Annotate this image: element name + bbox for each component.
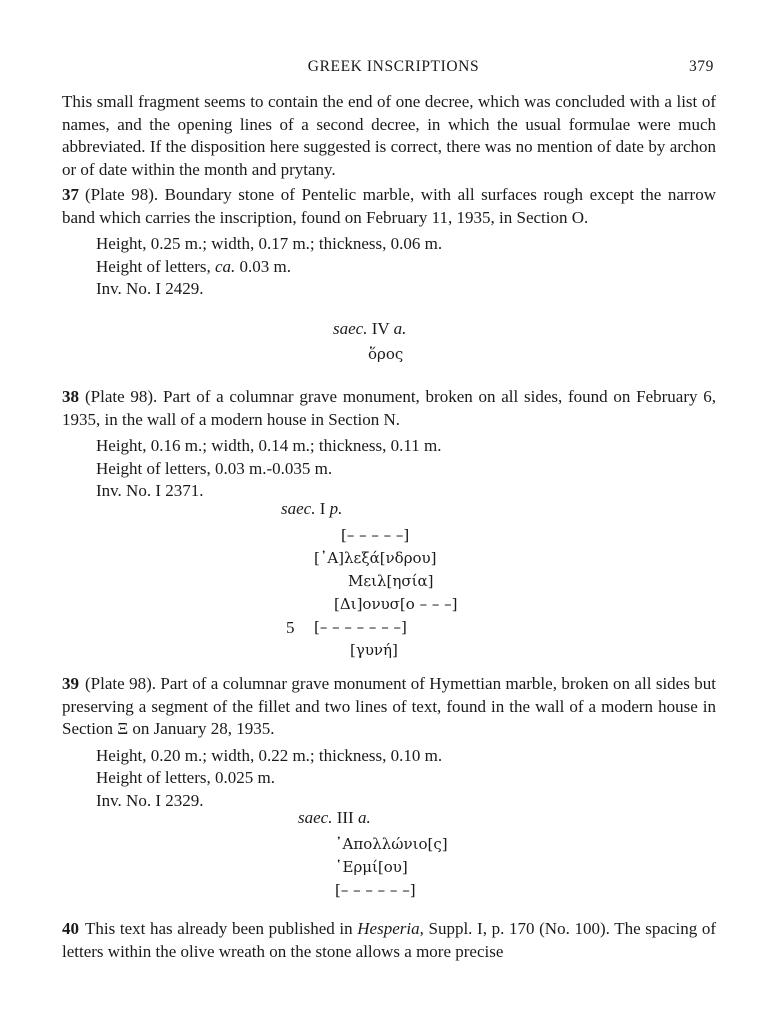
entry-39-meta — [96, 745, 716, 813]
entry-37-dimensions: Height, 0.25 m.; width, 0.17 m.; thickness, 0.06 m. — [96, 234, 443, 254]
entry-39-date: saec. III a. — [298, 808, 371, 827]
entry-38 — [62, 386, 716, 503]
entry-38-date: saec. I p. — [281, 499, 343, 518]
entry-37-inv: Inv. No. I 2429. — [96, 279, 204, 299]
entry-39 — [62, 673, 716, 813]
entry-39-letters: Height of letters, 0.025 m. — [96, 768, 275, 788]
entry-38-line-4: [Δι]ονυσ[ο – – –] — [334, 595, 458, 613]
entry-37-date: saec. IV a. — [333, 319, 407, 338]
entry-39-description — [62, 673, 716, 741]
entry-37-meta — [96, 233, 716, 301]
entry-38-inv: Inv. No. I 2371. — [96, 481, 204, 501]
entry-39-dimensions: Height, 0.20 m.; width, 0.22 m.; thickness, 0.10 m. — [96, 745, 443, 765]
entry-38-text: (Plate 98). Part of a columnar grave monument, broken on all sides, found on February 6, 1935, in the wall of a modern house in Section N. — [62, 387, 716, 429]
entry-38-letters: Height of letters, 0.03 m.-0.035 m. — [96, 458, 333, 478]
entry-40-number: 40 — [62, 919, 79, 938]
entry-38-description — [62, 386, 716, 431]
entry-38-dimensions: Height, 0.16 m.; width, 0.14 m.; thickness, 0.11 m. — [96, 436, 442, 456]
intro-block — [62, 91, 716, 181]
entry-37-description — [62, 184, 716, 229]
page-number: 379 — [688, 58, 714, 75]
entry-37-text: (Plate 98). Boundary stone of Pentelic marble, with all surfaces rough except the narrow band which carries the inscription, found on February 11, 1935, in Section O. — [62, 185, 716, 227]
entry-39-number: 39 — [62, 674, 79, 693]
entry-40-description: 40 This text has already been published in Hesperia, Suppl. I, p. 170 (No. 100). The spacing of letters within the olive wreath on the stone allows a more precise — [62, 919, 716, 961]
entry-37 — [62, 184, 716, 301]
entry-39-text: (Plate 98). Part of a columnar grave monument of Hymettian marble, broken on all sides but preserving a segment of the fillet and two lines of text, found in the wall of a modern house in Section Ξ on January 28, 1935. — [62, 674, 716, 739]
entry-38-line-3: Μειλ[ησία] — [348, 572, 434, 590]
entry-38-line-2: [᾿Α]λεξά[νδρου] — [314, 549, 437, 567]
entry-37-letters: Height of letters, ca. 0.03 m. — [96, 256, 291, 276]
entry-39-line-3: [– – – – – –] — [335, 881, 416, 899]
entry-38-line-number: 5 — [286, 618, 295, 637]
running-title: GREEK INSCRIPTIONS — [307, 58, 480, 75]
entry-38-line-6: [γυνή] — [350, 641, 398, 659]
entry-38-line-1: [– – – – –] — [341, 526, 410, 544]
entry-39-line-2: ῾Ερμί[ου] — [335, 858, 408, 876]
entry-37-inscription-line: ὅρος — [368, 345, 404, 363]
intro-paragraph: This small fragment seems to contain the end of one decree, which was concluded with a list of names, and the opening lines of a second decree, in which the usual formulae were much abbreviated. If the disposition here suggested is correct, there was no mention of date by archon or of date within the month and prytany. — [62, 92, 716, 179]
entry-39-line-1: ᾿Απολλώνιο[ς] — [335, 835, 448, 853]
entry-40 — [62, 918, 716, 963]
entry-39-inv: Inv. No. I 2329. — [96, 790, 204, 810]
entry-38-meta — [96, 435, 716, 503]
journal-title: Hesperia, — [357, 919, 424, 938]
entry-38-line-5: [– – – – – – –] — [314, 618, 407, 636]
entry-37-number: 37 — [62, 185, 79, 204]
entry-38-number: 38 — [62, 387, 79, 406]
